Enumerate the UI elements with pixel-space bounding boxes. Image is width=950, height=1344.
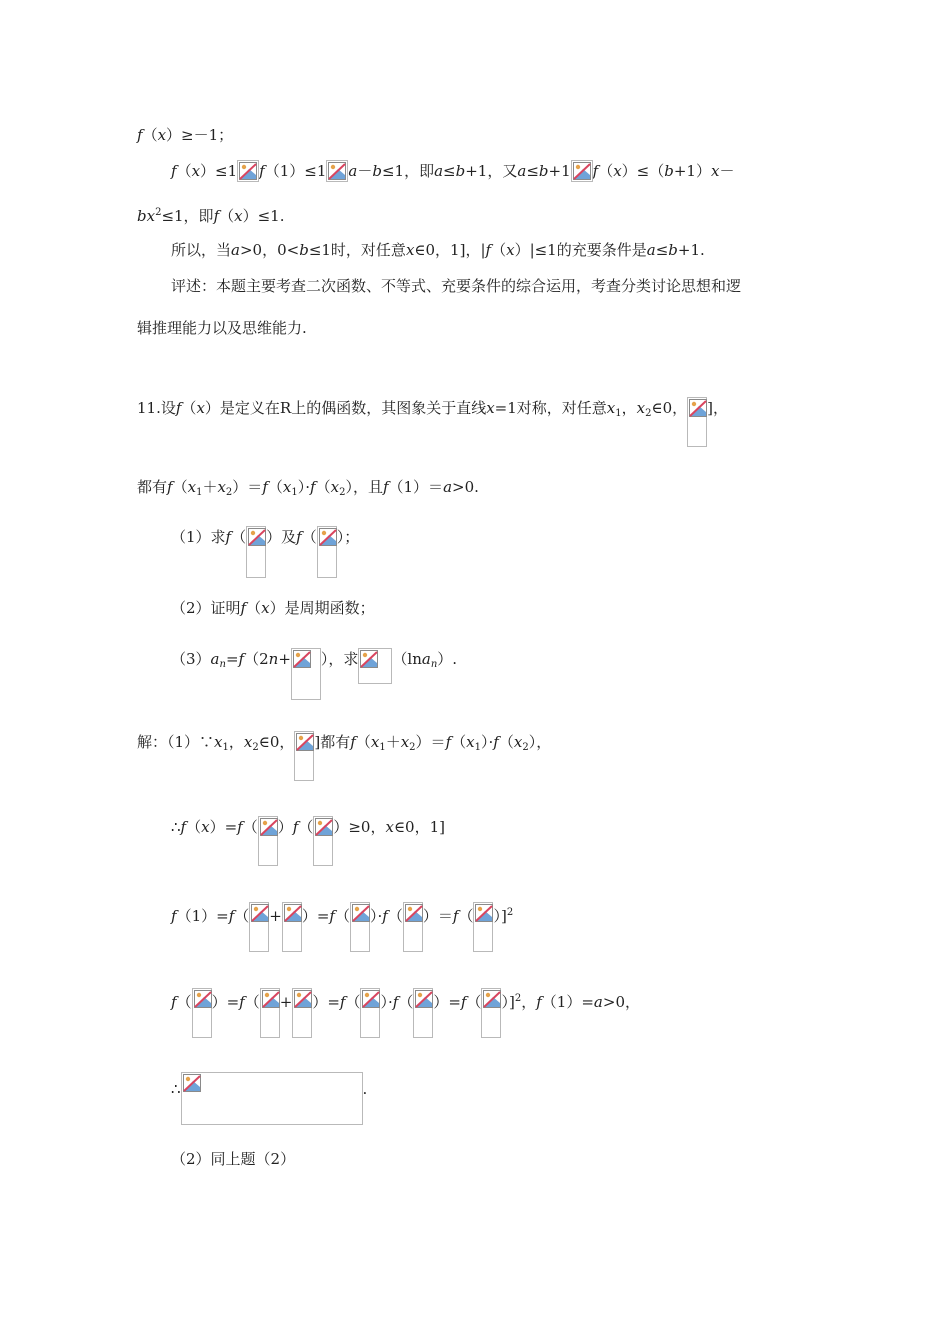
text-segment: 2 (645, 408, 652, 419)
broken-image-icon (403, 902, 423, 952)
text-segment: ∈0，1]，| (414, 241, 486, 259)
text-segment: >0， (602, 993, 640, 1011)
text-segment: ）= (433, 993, 461, 1011)
text-segment: 1 (222, 742, 229, 753)
text-segment: （ (172, 478, 188, 496)
text-line-6 (137, 317, 307, 339)
text-segment: （ (298, 818, 314, 836)
text-segment: 都有 (137, 478, 168, 496)
text-segment: b (668, 241, 678, 259)
text-segment: ）是定义在R上的偶函数，其图象关于直线 (204, 399, 487, 417)
text-line-17 (171, 1148, 295, 1170)
text-segment: ）≥－1； (166, 126, 234, 144)
text-segment: （ (355, 733, 371, 751)
text-segment: f (228, 907, 235, 925)
text-segment: ≤ (526, 162, 539, 180)
text-segment: f (171, 162, 177, 180)
text-segment: f (238, 650, 245, 668)
text-segment: f (382, 478, 389, 496)
text-segment: f (485, 241, 492, 259)
broken-image-icon (687, 397, 707, 447)
text-segment: f (175, 399, 182, 417)
text-segment: f (392, 993, 399, 1011)
text-segment: （ (498, 733, 514, 751)
text-segment: f (445, 733, 452, 751)
broken-image-icon (237, 160, 259, 182)
text-segment: （2）证明 (171, 599, 241, 617)
text-segment: ]， (707, 399, 729, 417)
text-segment: 2 (339, 487, 346, 498)
text-segment: f (339, 993, 346, 1011)
text-segment: ＋ (202, 478, 218, 496)
text-line-4 (171, 239, 705, 261)
text-segment: =1对称，对任意 (494, 399, 607, 417)
text-segment: ）＝ (422, 907, 453, 925)
text-segment: ≤ (655, 241, 669, 259)
text-segment: ）＝ (232, 478, 263, 496)
text-segment: ）] (501, 993, 515, 1011)
text-segment: f (213, 207, 220, 225)
broken-image-icon (181, 1072, 363, 1125)
text-segment: 2 (514, 993, 522, 1004)
broken-image-icon (473, 902, 493, 952)
text-segment: （ (234, 907, 250, 925)
text-segment: ≤1，即 (161, 207, 214, 225)
text-segment: f (240, 599, 247, 617)
text-segment: ）· (297, 478, 311, 496)
text-segment: ∴ (171, 818, 181, 836)
text-segment: f (171, 993, 177, 1011)
text-segment: ）≤1 (200, 162, 238, 180)
text-segment: a (646, 241, 656, 259)
text-segment: f (171, 907, 177, 925)
text-segment: ＋ (385, 733, 401, 751)
text-segment: ），求 (320, 650, 359, 668)
text-segment: 1 (291, 487, 298, 498)
text-segment: f (350, 733, 356, 751)
text-segment: bx (137, 207, 156, 225)
broken-image-icon (317, 526, 337, 578)
text-segment: a (434, 162, 444, 180)
broken-image-icon (358, 648, 392, 684)
solution-line-3 (171, 902, 513, 952)
text-line-1 (137, 124, 233, 146)
text-segment: （ (345, 993, 361, 1011)
broken-image-icon (258, 816, 278, 866)
solution-line-5 (171, 1072, 367, 1125)
text-segment: >0. (452, 478, 479, 496)
text-segment: （ln (392, 650, 422, 668)
text-segment: 2 (522, 742, 529, 753)
broken-image-icon (571, 160, 593, 182)
broken-image-icon (326, 160, 348, 182)
text-segment: x (187, 478, 197, 496)
text-segment: （ (458, 907, 474, 925)
text-segment: （ (466, 993, 482, 1011)
broken-image-icon (282, 902, 302, 952)
text-segment: x (710, 162, 720, 180)
text-segment: f (292, 818, 299, 836)
text-segment: （ (598, 162, 614, 180)
broken-image-icon (292, 988, 312, 1038)
text-segment: a (210, 650, 220, 668)
text-segment: 辑推理能力以及思维能力. (137, 319, 307, 337)
text-segment: ）； (336, 528, 360, 546)
broken-image-icon (350, 902, 370, 952)
text-segment: +1. (677, 241, 705, 259)
text-segment: 所以，当 (171, 241, 232, 259)
text-segment: （ (301, 528, 317, 546)
broken-image-icon (481, 988, 501, 1038)
text-segment: 1 (196, 487, 203, 498)
text-segment: （ (244, 993, 260, 1011)
text-segment: 2 (252, 742, 259, 753)
text-segment: ≤1，即 (381, 162, 435, 180)
text-segment: x (330, 478, 340, 496)
text-segment: ）是周期函数； (269, 599, 375, 617)
text-segment: （ (398, 993, 414, 1011)
text-segment: （ (231, 528, 247, 546)
broken-image-icon (291, 648, 321, 700)
text-segment: x (191, 162, 201, 180)
text-segment: （ (491, 241, 507, 259)
text-segment: x (282, 478, 292, 496)
text-segment: ）· (370, 907, 383, 925)
text-segment: ， (621, 399, 637, 417)
text-segment: x (243, 733, 253, 751)
text-segment: ），且 (345, 478, 383, 496)
text-segment: ） (277, 818, 293, 836)
text-segment: x (196, 399, 205, 417)
text-segment: + (279, 993, 293, 1011)
text-segment: ）≥0， (333, 818, 386, 836)
text-segment: ， (228, 733, 244, 751)
text-segment: 2 (506, 907, 514, 918)
text-segment: x (201, 818, 210, 836)
text-segment: 评述：本题主要考查二次函数、不等式、充要条件的综合运用，考查分类讨论思想和逻 (171, 277, 742, 295)
solution-line-2 (171, 816, 445, 866)
text-segment: x (214, 733, 223, 751)
text-segment: f (262, 478, 268, 496)
text-segment: x (234, 207, 243, 225)
text-segment: － (357, 162, 373, 180)
text-segment: （1）= (541, 993, 594, 1011)
solution-line-1 (137, 731, 551, 781)
text-segment: x (606, 399, 616, 417)
text-segment: +1，又 (465, 162, 518, 180)
text-segment: 2 (155, 207, 162, 218)
text-segment: （1）≤1 (264, 162, 327, 180)
broken-image-icon (246, 526, 266, 578)
text-segment: + (269, 907, 282, 925)
text-segment: f (592, 162, 599, 180)
text-segment: ）= (312, 993, 340, 1011)
text-segment: ∈0， (258, 733, 295, 751)
text-segment: ）|≤1的充要条件是 (514, 241, 647, 259)
text-segment: x (261, 599, 270, 617)
text-segment: f (237, 818, 243, 836)
text-line-11 (171, 648, 457, 700)
text-segment: 2 (225, 487, 233, 498)
text-segment: （ (176, 993, 192, 1011)
text-segment: x (466, 733, 475, 751)
problem-11-statement (137, 397, 728, 447)
text-segment: f (493, 733, 499, 751)
text-segment: f (452, 907, 459, 925)
text-segment: ）= (301, 907, 330, 925)
text-segment: f (137, 126, 143, 144)
text-segment: 2 (409, 742, 416, 753)
text-segment: b (455, 162, 466, 180)
text-segment: ）≤1. (242, 207, 285, 225)
text-segment: （ (181, 399, 197, 417)
text-segment: ≤ (443, 162, 456, 180)
text-segment: f (225, 528, 232, 546)
text-segment: x (217, 478, 226, 496)
text-segment: ≤1时，对任意 (308, 241, 406, 259)
text-segment: a (443, 478, 453, 496)
text-segment: >0，0< (239, 241, 300, 259)
text-segment: x (513, 733, 523, 751)
text-segment: x (486, 399, 495, 417)
text-segment: b (664, 162, 674, 180)
text-segment: x (157, 126, 167, 144)
text-segment: 11.设 (137, 399, 176, 417)
text-segment: 1 (379, 742, 386, 753)
text-segment: f (259, 162, 265, 180)
text-segment: （ (387, 907, 403, 925)
text-segment: a (231, 241, 240, 259)
text-segment: （ (176, 162, 192, 180)
text-segment: a (348, 162, 358, 180)
text-segment: n (268, 650, 279, 668)
text-segment: （ (219, 207, 235, 225)
text-segment: ∈0，1] (393, 818, 445, 836)
text-segment: x (506, 241, 515, 259)
text-segment: ， (521, 993, 537, 1011)
text-segment: f (329, 907, 335, 925)
text-segment: （2）同上题（2） (171, 1150, 296, 1168)
text-segment: n (219, 659, 226, 670)
text-segment: ]都有 (314, 733, 351, 751)
text-segment: ）· (480, 733, 494, 751)
text-segment: a (517, 162, 527, 180)
text-line-3 (137, 202, 285, 227)
text-line-10 (171, 597, 375, 619)
text-segment: （1）＝ (388, 478, 444, 496)
text-segment: （1）求 (171, 528, 226, 546)
text-segment: f (180, 818, 187, 836)
broken-image-icon (360, 988, 380, 1038)
text-segment: （ (267, 478, 283, 496)
text-segment: b (372, 162, 382, 180)
text-segment: . (362, 1080, 368, 1098)
text-line-9 (171, 526, 359, 578)
text-segment: ）， (528, 733, 552, 751)
text-segment: （1）= (176, 907, 229, 925)
broken-image-icon (413, 988, 433, 1038)
broken-image-icon (313, 816, 333, 866)
text-segment: +1 (548, 162, 571, 180)
text-segment: a (421, 650, 431, 668)
text-segment: = (225, 650, 239, 668)
broken-image-icon (294, 731, 314, 781)
text-segment: x (370, 733, 380, 751)
text-segment: （2 (244, 650, 269, 668)
text-segment: 解：（1）∵ (137, 733, 215, 751)
broken-image-icon (249, 902, 269, 952)
text-segment: ）] (493, 907, 507, 925)
solution-line-4 (171, 988, 640, 1038)
text-segment: x (400, 733, 410, 751)
broken-image-icon (260, 988, 280, 1038)
text-segment: （ (142, 126, 158, 144)
text-line-2 (171, 160, 734, 182)
text-segment: +1） (673, 162, 711, 180)
text-segment: （ (246, 599, 262, 617)
text-segment: ）≤（ (621, 162, 665, 180)
text-line-5 (171, 275, 741, 297)
text-segment: f (460, 993, 467, 1011)
text-segment: ）· (380, 993, 393, 1011)
text-segment: ）＝ (415, 733, 446, 751)
text-segment: x (613, 162, 622, 180)
text-segment: （ (242, 818, 258, 836)
text-segment: － (719, 162, 735, 180)
text-segment: x (405, 241, 415, 259)
text-segment: f (167, 478, 173, 496)
text-line-8 (137, 476, 479, 504)
broken-image-icon (192, 988, 212, 1038)
text-segment: a (593, 993, 603, 1011)
text-segment: （ (334, 907, 350, 925)
text-segment: f (382, 907, 388, 925)
text-segment: x (636, 399, 646, 417)
text-segment: f (296, 528, 302, 546)
text-segment: ）= (211, 993, 240, 1011)
text-segment: f (239, 993, 245, 1011)
text-segment: + (278, 650, 291, 668)
text-segment: ）及 (266, 528, 297, 546)
text-segment: （3） (171, 650, 211, 668)
text-segment: n (430, 659, 438, 670)
text-segment: 1 (474, 742, 481, 753)
text-segment: 1 (615, 408, 622, 419)
text-segment: f (310, 478, 316, 496)
text-segment: x (385, 818, 394, 836)
text-segment: （ (315, 478, 331, 496)
text-segment: ）. (437, 650, 458, 668)
text-segment: ∈0， (651, 399, 688, 417)
text-segment: b (299, 241, 309, 259)
text-segment: f (536, 993, 542, 1011)
text-segment: （ (186, 818, 202, 836)
text-segment: ∴ (171, 1080, 181, 1098)
text-segment: b (538, 162, 549, 180)
text-segment: ）= (209, 818, 238, 836)
text-segment: （ (451, 733, 467, 751)
